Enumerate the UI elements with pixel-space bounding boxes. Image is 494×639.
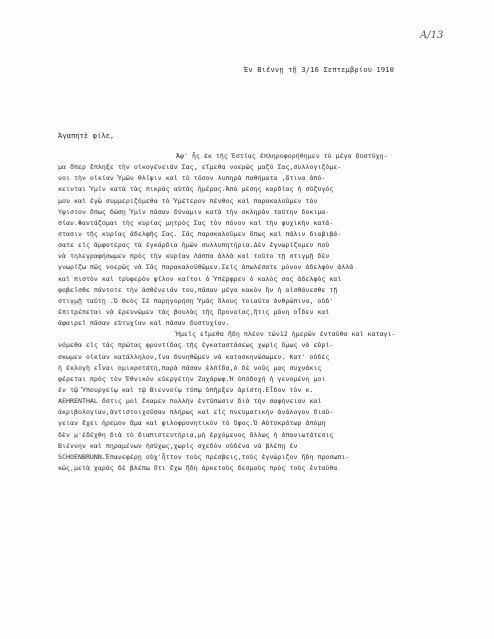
letter-line: Βιέννην καὶ πηραμένων ἡσύχως,χωρὶς σχεδὸν οὐδένα νὰ βλέπῃ ἐν bbox=[58, 441, 298, 450]
letter-line: νὰ τηλεγραφήσωμεν πρὸς τὴν κυρίαν Λάππα ἀλλὰ καὶ τοῦτο τῇ στιγμῇ δὲν bbox=[58, 252, 330, 261]
letter-line: SCHOENBRUNN.Ἐπανεφέρῃ οὐχ'ἧττον τοὺς πρέσβεις,τοὺς ἐγνώριζον ἤδη προσωπι- bbox=[58, 452, 350, 461]
archive-reference-note: A/13 bbox=[420, 30, 444, 41]
letter-line: δὲν μ'ἐδέχθη διὰ τὸ διαπιστευτήρια,μὴ ἐρχόμενος ἄλλως ἡ ἀπανιωτάτεσις bbox=[58, 430, 334, 439]
letter-line: φοβεῖσθε πάντοτε τὴν ἀσθένειάν του,πᾶσαν μέγα κακὸν ἢν ἡ αἰσθάνεσθε τῇ bbox=[58, 285, 338, 294]
letter-line: στασιν τῆς κυρίας ἀδελφῆς Σας. Σᾶς παρακαλοῦμεν ὅπως καὶ πάλιν διαβιβά- bbox=[58, 229, 342, 238]
letter-line: μου καὶ ἐγὼ συμμεριζόμεθα τὸ Ὑμέτερον πένθος καὶ παρακαλοῦμεν τὸν bbox=[58, 196, 318, 205]
letter-line: σκωμεν οἰκίαν κατάλληλον,ἵνα δυνηθῶμεν νὰ κατασκηνώσωμεν. Κατ' οὐδὲς bbox=[58, 352, 330, 361]
letter-line: σίαν.Φαντάζομαι τὴς κυρίας μητρὸς Σας τὸν πόνον καὶ τὴν ψυχικὴν κατά- bbox=[58, 218, 334, 227]
letter-line: φέρεται πρὸς τὸν Ἐθνικὸν εὐεργέτην Ζαχάρωφ.Ἡ ὑπόδοχή ἡ γενομένη μοι bbox=[58, 374, 326, 383]
letter-line: στιγμῇ ταύτῃ .Ὁ Θεὸς Σὲ παρηγορήσῃ Ὑμᾶς ὅλους τοιαῦτα ἀνθρώπινα, οὐδ' bbox=[58, 296, 334, 305]
letter-line: Ἀφ' ἧς ἐκ τῆς Ἑστίας ἐπληροφορήθημεν τὸ μέγα δυστύχη- bbox=[176, 152, 388, 160]
salutation: Ἀγαπητὲ φίλε, bbox=[58, 131, 115, 140]
letter-line: κεινται Ὑμῖν κατὰ τὰς πικρὰς αὐτὰς ἡμέρας.Ἀπὸ μέσης καρδίας ἡ σύζυγός bbox=[58, 185, 334, 194]
letter-line: κῶς,μετὰ χαρᾶς δὲ βλέπω ὅτι ἔχω ἤδη ἀρκετοὺς δεσμοὺς πρὸς τοὺς ἐνταῦθα bbox=[58, 463, 338, 472]
letter-line: γειαν ἔχει ἠρεμον ἅμα καὶ φιλοφρονητικὸν τὸ ὕφος.Ὁ Αὐτοκράτωρ ἀπόμη bbox=[58, 419, 326, 428]
letter-line: νόμεθα εἰς τὰς πρώτας φροντίδας τῆς ἐγκαταστάσεως χωρὶς ὅμως νὰ εὑρί- bbox=[58, 341, 334, 350]
letter-line: ἀφαιρεῖ πᾶσαν εὐτυχίαν καὶ πᾶσαν δυστυχίαν. bbox=[58, 319, 230, 328]
dateline: Ἐν Βιέννῃ τῇ 3/16 Σεπτεμβρίου 1910 bbox=[244, 66, 395, 74]
letter-line: καὶ πιστὸν καὶ τρυφερὸν φίλον καίτοι ὁ Ὑπέρφρεν ὁ καλὸς σας ἀδελφὸς καὶ bbox=[58, 274, 342, 283]
letter-line: ἐν τῷ Ὑπουργείῳ καὶ τῷ Βιεννοίῳ τύπῳ ὑπῆρξεν ἀρίστη.Εἶδον τὸν κ. bbox=[58, 385, 314, 394]
letter-line: ἐπιτρέπεται νὰ ἐρευνῶμεν τὰς βουλὰς τῆς Προνοίας,ἥτις μόνη οἶδεν καὶ bbox=[58, 307, 330, 316]
letter-line: ἀκριβολογίαν,ἀντιστοιχοῦσαν πλήρως καὶ εἰς πνευματικὴν ἀνάλογον διαύ- bbox=[58, 408, 334, 417]
letter-line: σατε εἰς ἀμφοτέρας τὰ ἐγκάρδια ἡμῶν συλλυπητήρια.Δὲν ἐγνωρίζομεν ποῦ bbox=[58, 241, 330, 250]
letter-line: νοι τὴν οἰκίαν Ὑμῶν θλῖψιν καὶ τὸ τόσον λυπηρὰ παθήματα ,ἅτινα ἀπό- bbox=[58, 174, 326, 183]
letter-line: μα ὅπερ ἔπληξε τὴν οἰκογένειάν Σας, εἴμεθα νοερῶς μαζύ Σας,συλλογιζόμε- bbox=[58, 163, 342, 172]
letter-body bbox=[58, 151, 486, 474]
letter-line: γνωρίζω πῶς νοερῶς νὰ Σᾶς παρακαλοῦθῶμεν.Σεῖς ἀπωλέσατε μόνον ἀδελφὸν ἀλλά bbox=[58, 263, 354, 272]
letter-line: ἡ ἐκλογὴ εἶναι ομικροτάτη,παρὰ πᾶσαν ἐλπίδα,ὁ δὲ νοῦς μας συχνάκις bbox=[58, 363, 322, 372]
letter-line: Ὕψιστον ὅπως δώσῃ Ὑμῖν πᾶσαν δύναμιν κατὰ τὴν σκληρὰν ταύτην δοκιμα- bbox=[58, 207, 330, 216]
letter-line: Ἡμεῖς εἴμεθα ἤδη πλέον τῶν12 ἡμερῶν ἐνταῦθα καὶ καταγι- bbox=[176, 330, 396, 339]
letter-line: AEHRENTHAL ὅστις μοὶ ἔκαμεν πολλὴν ἐντύπωσιν διὰ τὴν σαφήνειαν καὶ bbox=[58, 397, 322, 406]
